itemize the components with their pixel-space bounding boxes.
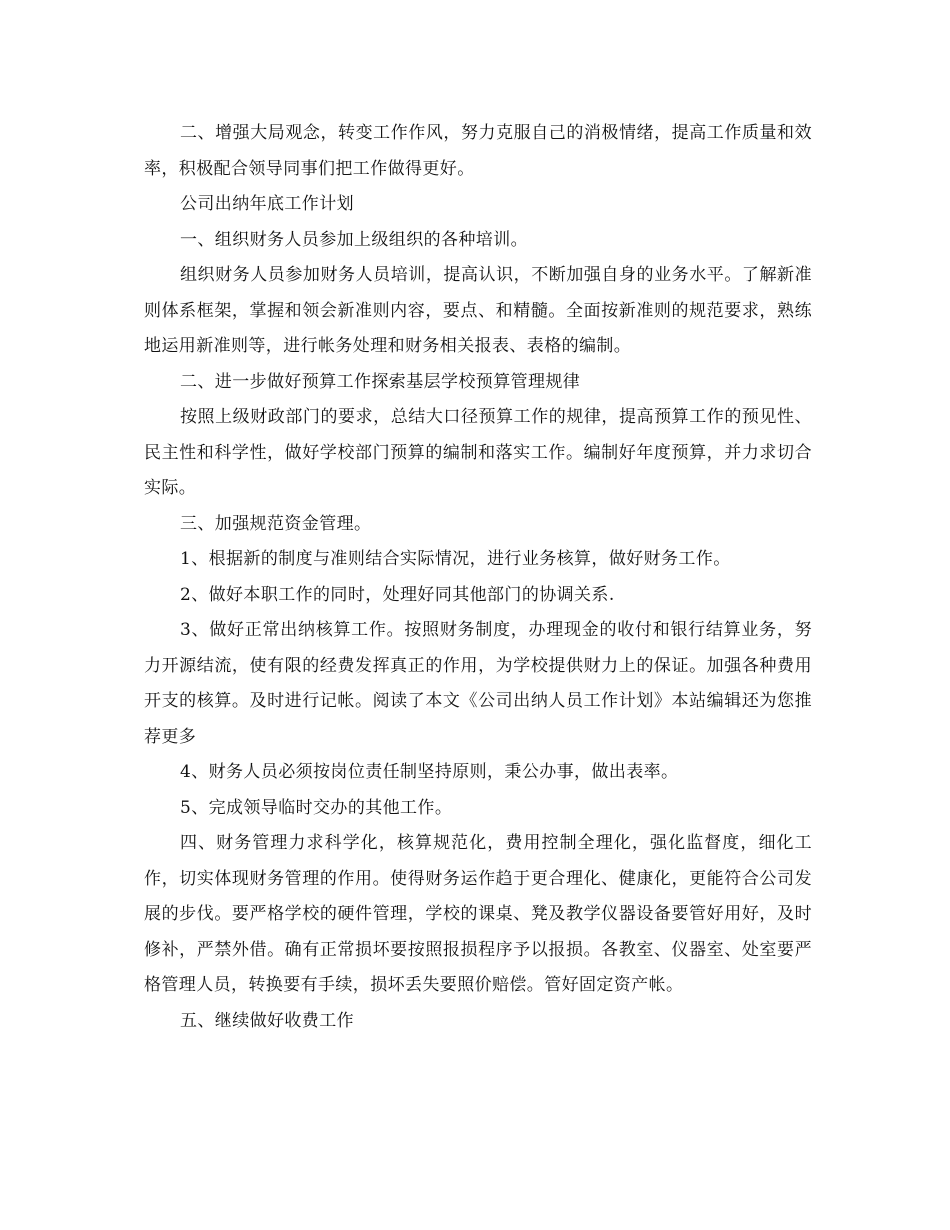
paragraph-6: 按照上级财政部门的要求，总结大口径预算工作的规律，提高预算工作的预见性、民主性和科学性，做好学校部门预算的编制和落实工作。编制好年度预算，并力求切合实际。 (144, 407, 812, 498)
document-body (144, 116, 812, 1039)
paragraph-5: 二、进一步做好预算工作探索基层学校预算管理规律 (180, 371, 581, 392)
paragraph-1: 二、增强大局观念，转变工作作风，努力克服自己的消极情绪，提高工作质量和效率，积极配合领导同事们把工作做得更好。 (144, 123, 812, 179)
paragraph-9: 2、做好本职工作的同时，处理好同其他部门的协调关系. (180, 584, 615, 605)
paragraph-3: 一、组织财务人员参加上级组织的各种培训。 (180, 229, 528, 250)
paragraph-4: 组织财务人员参加财务人员培训，提高认识，不断加强自身的业务水平。了解新准则体系框架，掌握和领会新准则内容，要点、和精髓。全面按新准则的规范要求，熟练地运用新准则等，进行帐务处理和财务相关报表、表格的编制。 (144, 265, 812, 356)
paragraph-2: 公司出纳年底工作计划 (180, 194, 354, 214)
paragraph-12: 5、完成领导临时交办的其他工作。 (180, 797, 453, 818)
paragraph-13: 四、财务管理力求科学化，核算规范化，费用控制全理化，强化监督度，细化工作，切实体现财务管理的作用。使得财务运作趋于更合理化、健康化，更能符合公司发展的步伐。要严格学校的硬件管理，学校的课桌、凳及教学仪器设备要管好用好，及时修补，严禁外借。确有正常损坏要按照报损程序予以报损。各教室、仪器室、处室要严格管理人员，转换要有手续，损坏丢失要照价赔偿。管好固定资产帐。 (144, 833, 812, 995)
paragraph-14: 五、继续做好收费工作 (180, 1010, 354, 1031)
paragraph-11: 4、财务人员必须按岗位责任制坚持原则，秉公办事，做出表率。 (180, 762, 679, 782)
paragraph-8: 1、根据新的制度与准则结合实际情况，进行业务核算，做好财务工作。 (180, 549, 731, 569)
paragraph-7: 三、加强规范资金管理。 (180, 513, 372, 534)
paragraph-10: 3、做好正常出纳核算工作。按照财务制度，办理现金的收付和银行结算业务，努力开源结流，使有限的经费发挥真正的作用，为学校提供财力上的保证。加强各种费用开支的核算。及时进行记帐。阅读了本文《公司出纳人员工作计划》本站编辑还为您推荐更多 (144, 620, 812, 747)
